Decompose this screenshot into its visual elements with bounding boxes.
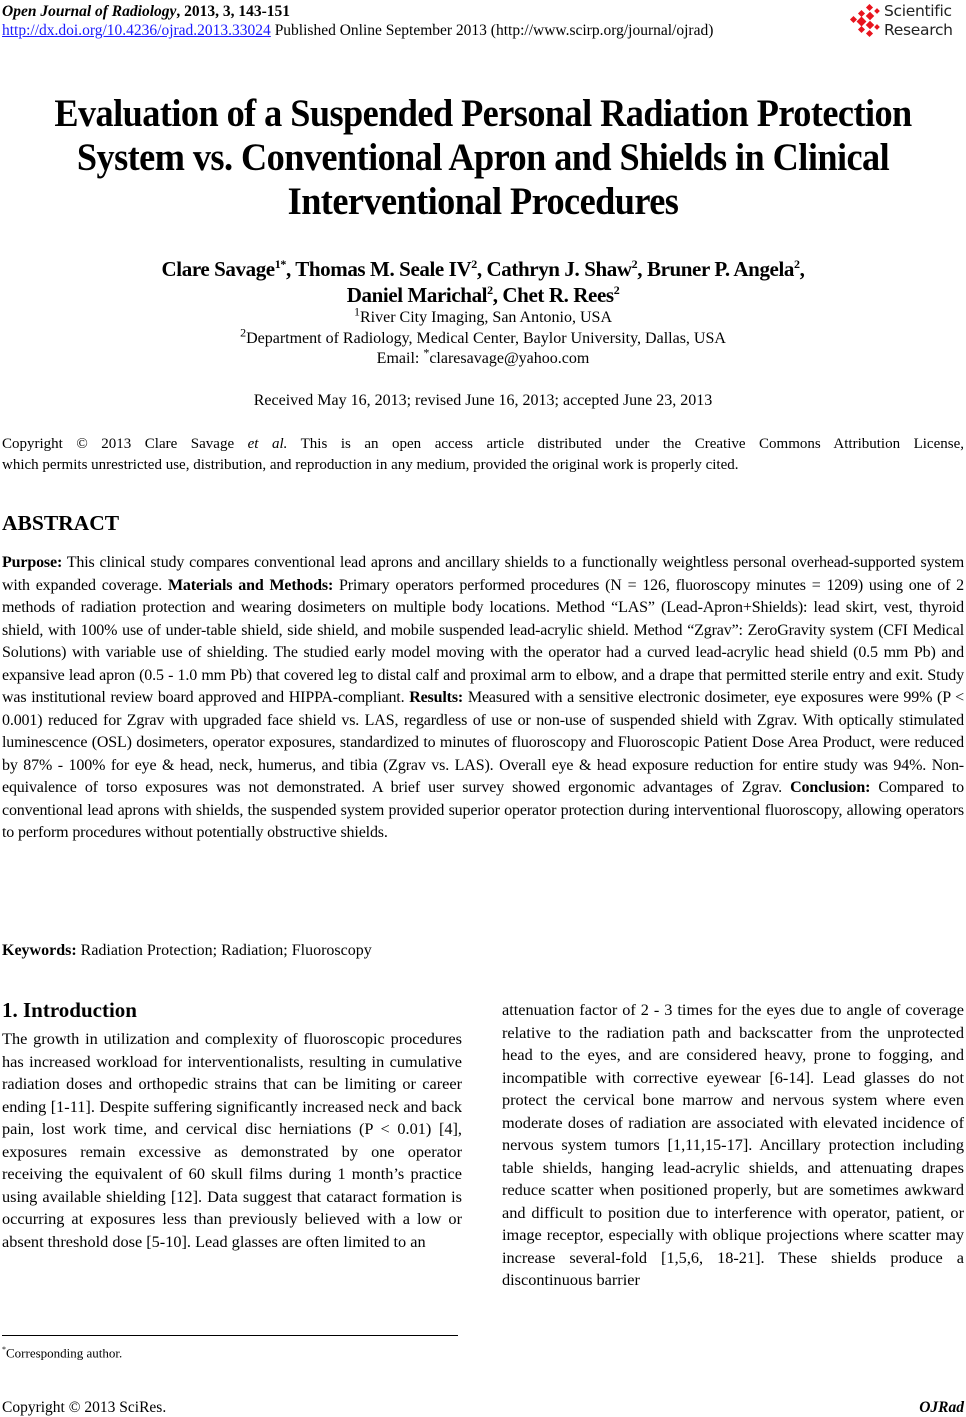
author-list: Clare Savage$^{1*}$, Thomas M. Seale $IV^2$, Cathryn J. Shaw$^2$, Bruner P. Angela$^2$, Daniel Marichal$^2$, Chet R. Rees$^2$ [161,257,805,307]
author: Daniel Marichal [346,283,488,307]
affiliation-1: $^1$River City Imaging, San Antonio, USA [354,304,612,326]
author-email: Email: *claresavage@yahoo.com [376,345,590,367]
logo-text: Scientific Research [884,2,953,39]
paragraph: attenuation factor of 2 - 3 times for the eyes due to angle of coverage relative to the radiation path and backscatter from the unprotected head to the eyes, and are considered heavy, prone to fogging, and incompatible with corrective eyewear [6-14]. Lead glasses do not protect the cervical bone marrow and nervous system where even moderate doses of radiation are associated with elevated incidence of nervous system tumors [1,11,15-17]. Ancillary protection including table shields, hanging lead-acrylic shields, and attenuating drapes reduce scatter when positioned properly, but are sometimes awkward and difficult to position due to interference with operator, patient, or image receptor, especially with oblique projections where scatter may increase several-fold [1,5,6, 18-21]. These shields produce a discontinuous barrier [502,1000,964,1289]
keywords: Keywords: Radiation Protection; Radiation; Fluoroscopy [2,942,372,959]
publication-line [2,21,832,40]
diamond-cluster-icon [845,4,883,38]
affiliations [0,304,966,370]
keywords-label: Keywords: [2,942,77,959]
journal-name: Open Journal of Radiology [2,3,177,20]
author: , Cathryn J. Shaw [476,257,632,281]
paper-title [34,92,932,224]
author: Clare Savage [161,257,275,281]
title-line: Interventional Procedures [287,180,679,223]
author: , Chet R. Rees [492,283,614,307]
published-online-text: Published Online September 2013 (http://www.scirp.org/journal/ojrad) [270,22,714,39]
journal-header [2,2,832,40]
abstract-heading: ABSTRACT [2,511,120,535]
page-footer-journal-abbrev: OJRad [919,1399,964,1416]
abstract-body: Purpose: This clinical study compares conventional lead aprons and ancillary shields to a functionally weightless personal overhead-supported system with expanded coverage. Materials and Methods: Primary operators performed procedures (N = 126, fluoroscopy minutes = 1209) using one of 2 methods of radiation protection and wearing dosimeters on multiple body locations. Method “LAS” (Lead-Apron+Shields): lead skirt, vest, thyroid shield, with 100% use of under-table shield, side shield, and mobile suspended lead-acrylic shield. Method “Zgrav”: ZeroGravity system (CFI Medical Solutions) with variable use of shielding. The studied early model moving with the operator had a curved lead-acrylic head shield (0.5 mm Pb) and expansive lead apron (0.5 - 1.0 mm Pb) that covered leg to distal calf and proximal arm to elbow, and a drape that permitted sterile entry and exit. Study was institutional review board approved and HIPPA-compliant. Results: Measured with a sensitive electronic dosimeter, eye exposures were 99% (P < 0.001) reduced for Zgrav with upgraded face shield vs. LAS, regardless of use or non-use of suspended shield with Zgrav. With optically stimulated luminescence (OSL) dosimeters, operator exposures, standardized to minutes of fluoroscopy and Fluoroscopic Patient Dose Area Product, were reduced by 87% - 100% for eye & head, neck, humerus, and tibia (Zgrav vs. LAS). Overall eye & head exposure reduction for entire study was 94%. Non-equivalence of torso exposures was not demonstrated. A brief user survey showed ergonomic advantages of Zgrav. Conclusion: Compared to conventional lead aprons with shields, the suspended system provided superior operator protection during interventional fluoroscopy, allowing operators to perform procedures without potentially obstructive shields. [2,554,964,841]
body-column-right [502,999,964,1292]
journal-citation [2,2,832,21]
results-label: Results: [409,689,464,706]
section-heading-introduction: 1. Introduction [2,998,137,1022]
body-column-left [2,996,462,1253]
email-address[interactable]: claresavage@yahoo.com [429,350,590,367]
methods-label: Materials and Methods: [167,576,334,594]
footnote: *Corresponding author. [2,1345,123,1361]
title-line: Evaluation of a Suspended Personal Radiation Protection [54,92,912,135]
conclusion-label: Conclusion: [790,779,871,796]
footnote-divider [2,1335,458,1336]
scientific-research-logo [845,2,966,42]
page-footer-copyright: Copyright © 2013 SciRes. [2,1399,167,1416]
title-line: System vs. Conventional Apron and Shields in Clinical [76,136,890,179]
received-dates: Received May 16, 2013; revised June 16, 2013; accepted June 23, 2013 [253,392,713,409]
author: , Bruner P. Angela [637,257,795,281]
journal-volume-pages: , 2013, 3, 143-151 [176,3,291,20]
copyright-notice: Copyright © 2013 Clare Savage et al. This is an open access article distributed under the Creative Commons Attribution License, which permits unrestricted use, distribution, and reproduction in any medium, provided the original work is properly cited. [2,436,964,473]
paragraph: The growth in utilization and complexity of fluoroscopic procedures has increased workload for interventionalists, resulting in cumulative radiation doses and orthopedic strains that can be limiting or career ending [1-11]. Despite suffering significantly increased neck and back pain, lost work time, and cervical disc herniations (P < 0.01) [4], exposures remain excessive as demonstrated by one operator receiving the equivalent of 60 skull films during 1 month’s practice using available shielding [12]. Data suggest that cataract formation is occurring at exposures less than previously believed with a low or absent threshold dose [5-10]. Lead glasses are often limited to an [2,1029,462,1251]
affiliation-2: $^2$Department of Radiology, Medical Center, Baylor University, Dallas, USA [240,325,726,347]
purpose-label: Purpose: [2,554,63,571]
author: , Thomas M. Seale IV [285,257,472,281]
doi-link[interactable]: http://dx.doi.org/10.4236/ojrad.2013.33024 [2,22,271,39]
